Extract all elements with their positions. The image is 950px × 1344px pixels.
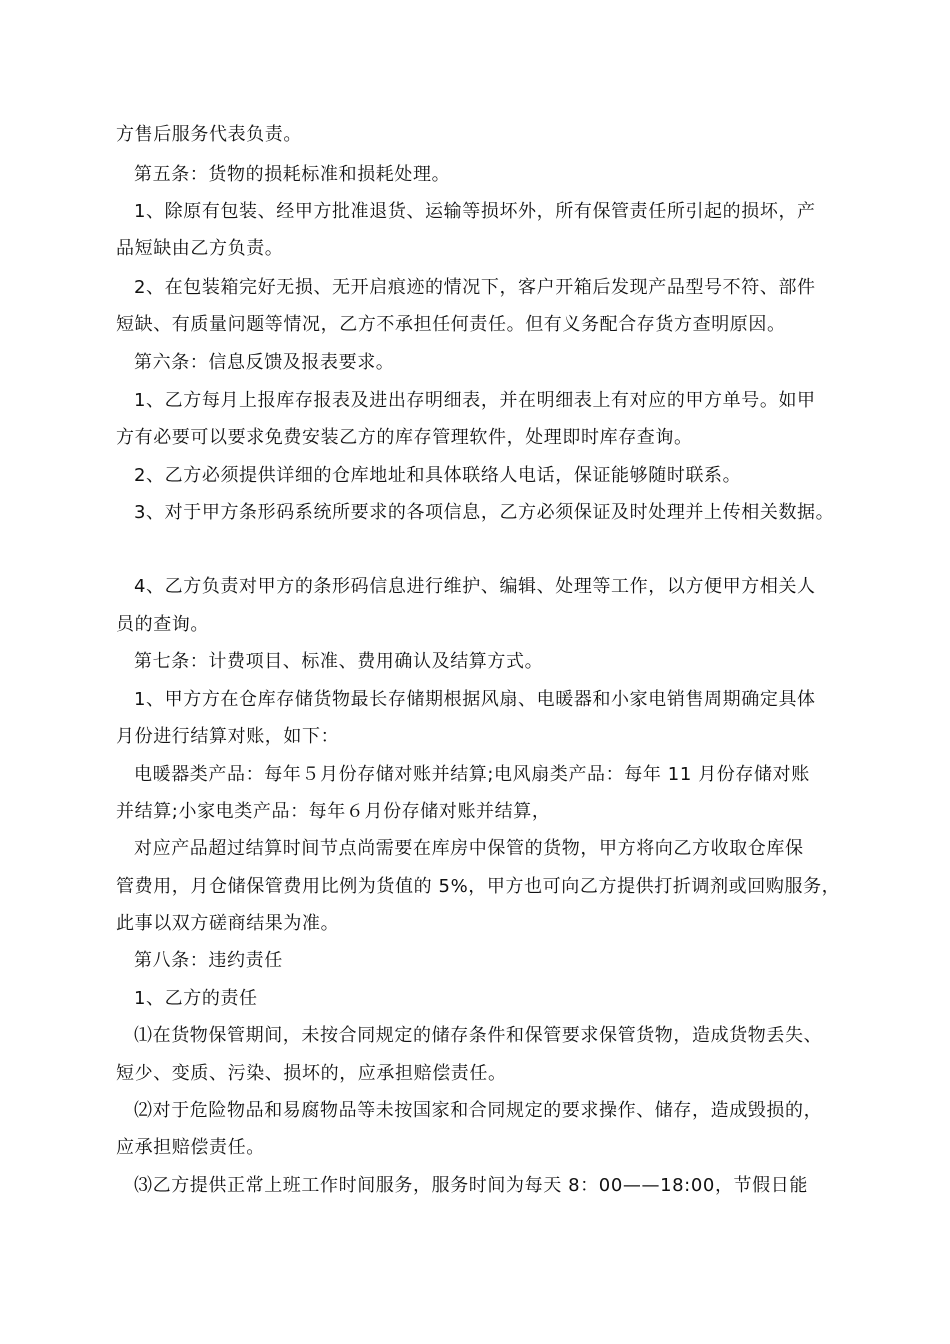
text-line: 1、乙方每月上报库存报表及进出存明细表，并在明细表上有对应的甲方单号。如甲 [134, 390, 816, 411]
text-line: 员的查询。 [116, 614, 209, 635]
text-line: 1、除原有包装、经甲方批准退货、运输等损坏外，所有保管责任所引起的损坏，产 [134, 201, 816, 222]
text-line: ⑴在货物保管期间，未按合同规定的储存条件和保管要求保管货物，造成货物丢失、 [134, 1025, 823, 1046]
section-heading: 第七条：计费项目、标准、费用确认及结算方式。 [134, 651, 544, 672]
text-line: 2、在包装箱完好无损、无开启痕迹的情况下，客户开箱后发现产品型号不符、部件 [134, 277, 816, 298]
text-line: 此事以双方磋商结果为准。 [116, 913, 340, 934]
text-line: 应承担赔偿责任。 [116, 1137, 265, 1158]
text-line: 3、对于甲方条形码系统所要求的各项信息，乙方必须保证及时处理并上传相关数据。 [134, 502, 835, 523]
text-line: 对应产品超过结算时间节点尚需要在库房中保管的货物，甲方将向乙方收取仓库保 [134, 838, 804, 859]
text-line: 短缺、有质量问题等情况，乙方不承担任何责任。但有义务配合存货方查明原因。 [116, 314, 786, 335]
text-line: 短少、变质、污染、损坏的，应承担赔偿责任。 [116, 1063, 507, 1084]
section-heading: 第六条：信息反馈及报表要求。 [134, 352, 395, 373]
text-line: 品短缺由乙方负责。 [116, 238, 284, 259]
text-line: ⑶乙方提供正常上班工作时间服务，服务时间为每天 8：00——18:00，节假日能 [134, 1175, 808, 1196]
text-line: 月份进行结算对账，如下： [116, 726, 340, 747]
text-line: 方有必要可以要求免费安装乙方的库存管理软件，处理即时库存查询。 [116, 427, 693, 448]
section-heading: 第八条：违约责任 [134, 950, 283, 971]
text-line: 1、乙方的责任 [134, 988, 258, 1009]
text-line: 并结算;小家电类产品：每年６月份存储对账并结算， [116, 801, 551, 822]
text-line: 电暖器类产品：每年５月份存储对账并结算;电风扇类产品：每年 11 月份存储对账 [134, 764, 810, 785]
section-heading: 第五条：货物的损耗标准和损耗处理。 [134, 164, 451, 185]
text-line: 4、乙方负责对甲方的条形码信息进行维护、编辑、处理等工作，以方便甲方相关人 [134, 576, 816, 597]
text-line: 2、乙方必须提供详细的仓库地址和具体联络人电话，保证能够随时联系。 [134, 465, 742, 486]
text-line: ⑵对于危险物品和易腐物品等未按国家和合同规定的要求操作、储存，造成毁损的， [134, 1100, 823, 1121]
text-line: 管费用，月仓储保管费用比例为货值的 5%，甲方也可向乙方提供打折调剂或回购服务， [116, 876, 841, 897]
text-line: 1、甲方方在仓库存储货物最长存储期根据风扇、电暖器和小家电销售周期确定具体 [134, 689, 816, 710]
text-line: 方售后服务代表负责。 [116, 124, 302, 145]
